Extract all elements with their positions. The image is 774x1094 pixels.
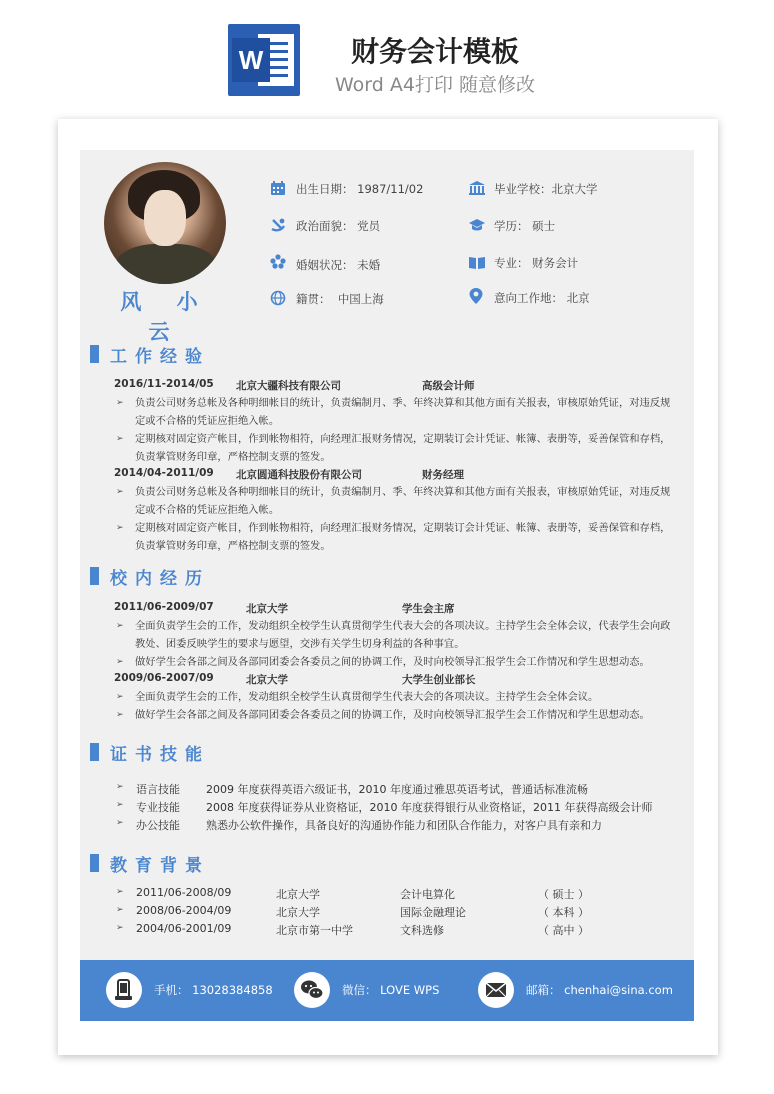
resume-panel: 风 小 云 出生日期： 1987/11/02 毕业学校：北京大学 政治面貌： 党员 学历： 硕士 婚姻状况： 未婚 专业： 财务会计 籍贯： 中国上海 意向工作地： 北京 工作经验 2016/11-2014/05 北京大疆科技有限公司 高级会计师 ➢ 负责公司财务总帐及各种明细帐目的统计，负责编制月、季、年终决算和其他方面有关报表，审核原始凭证，对违反规定或不合格的凭证应拒绝入帐。 ➢ 定期核对固定资产帐目，作到帐物相符，向经理汇报财务情况，定期装订会计凭证、帐簿、表册等，妥善保管和存档，负责掌管财务印章，严格控制支票的签发。 2014/04-2011/09 北京圆通科技股份有限公司 财务经理 ➢ 负责公司财务总帐及各种明细帐目的统计，负责编制月、季、年终决算和其他方面有关报表，审核原始凭证，对违反规定或不合格的凭证应拒绝入帐。 ➢ 定期核对固定资产帐目，作到帐物相符，向经理汇报财务情况，定期装订会计凭证、帐簿、表册等，妥善保管和存档，负责掌管财务印章，严格控制支票的签发。 校内经历 2011/06-2009/07 北京大学 学生会主席 ➢ 全面负责学生会的工作，发动组织全校学生认真贯彻学生代表大会的各项决议。主持学生会全体会议，代表学生会向政教处、团委反映学生的要求与愿望，交涉有关学生切身利益的各种事宜。 ➢ 做好学生会各部之间及各部同团委会各委员之间的协调工作，及时向校领导汇报学生会工作情况和学生思想动态。 2009/06-2007/09 北京大学 大学生创业部长 ➢ 全面负责学生会的工作，发动组织全校学生认真贯彻学生代表大会的各项决议。主持学生会全体会议。 ➢ 做好学生会各部之间及各部同团委会各委员之间的协调工作，及时向校领导汇报学生会工作情况和学生思想动态。 证书技能 ➢ 语言技能 2009 年度获得英语六级证书，2010 年度通过雅思英语考试，普通话标准流畅 ➢ 专业技能 2008 年度获得证券从业资格证，2010 年度获得银行从业资格证，2011 年获得高级会计师 ➢ 办公技能 熟悉办公软件操作，具备良好的沟通协作能力和团队合作能力，对客户具有亲和力 教育背景 ➢ 2011/06-2008/09 北京大学 会计电算化 （ 硕士 ） ➢ 2008/06-2004/09 北京大学 国际金融理论 （ 本科 ） ➢ 2004/06-2001/09 北京市第一中学 文科选修 （ 高中 ） 手机： 13028384858 微信： LOVE WPS 邮箱： chenhai@sina.com: [80, 150, 694, 1021]
table-row: ➢ 2004/06-2001/09 北京市第一中学 文科选修 （ 高中 ）: [116, 922, 589, 937]
info-work-location: 意向工作地： 北京: [468, 287, 590, 306]
section-certificates-skills: 证书技能: [90, 740, 390, 764]
list-item: ➢ 全面负责学生会的工作，发动组织全校学生认真贯彻学生代表大会的各项决议。主持学生会全体会议。: [116, 691, 599, 703]
party-icon: [270, 217, 288, 233]
info-marital: 婚姻状况： 未婚: [270, 254, 380, 273]
resume-paper: [58, 119, 718, 1055]
table-row: ➢ 办公技能 熟悉办公软件操作，具备良好的沟通协作能力和团队合作能力，对客户具有亲和力: [116, 818, 602, 832]
calendar-icon: [270, 180, 288, 196]
page-header: [0, 0, 774, 105]
envelope-icon: [478, 972, 514, 1008]
section-work-experience: 工作经验: [90, 342, 390, 366]
table-row: ➢ 2011/06-2008/09 北京大学 会计电算化 （ 硕士 ）: [116, 886, 589, 901]
info-origin: 籍贯： 中国上海: [270, 290, 384, 307]
section-campus-experience: 校内经历: [90, 564, 390, 588]
word-letter: W: [232, 38, 270, 82]
wechat-icon: [294, 972, 330, 1008]
globe-icon: [270, 290, 288, 306]
list-item: ➢ 定期核对固定资产帐目，作到帐物相符，向经理汇报财务情况，定期装订会计凭证、帐簿、表册等，妥善保管和存档，负责掌管财务印章，严格控制支票的签发。: [116, 522, 671, 552]
list-item: ➢ 定期核对固定资产帐目，作到帐物相符，向经理汇报财务情况，定期装订会计凭证、帐簿、表册等，妥善保管和存档，负责掌管财务印章，严格控制支票的签发。: [116, 433, 671, 463]
list-item: ➢ 做好学生会各部之间及各部同团委会各委员之间的协调工作，及时向校领导汇报学生会工作情况和学生思想动态。: [116, 656, 650, 668]
list-item: ➢ 负责公司财务总帐及各种明细帐目的统计，负责编制月、季、年终决算和其他方面有关报表，审核原始凭证，对违反规定或不合格的凭证应拒绝入帐。: [116, 486, 671, 516]
graduation-cap-icon: [468, 217, 486, 233]
table-row: ➢ 2008/06-2004/09 北京大学 国际金融理论 （ 本科 ）: [116, 904, 589, 919]
book-icon: [468, 254, 486, 270]
info-school: 毕业学校：北京大学: [468, 180, 598, 197]
contact-bar: 手机： 13028384858 微信： LOVE WPS 邮箱： chenhai@sina.com: [80, 960, 694, 1021]
info-political: 政治面貌： 党员: [270, 217, 380, 234]
table-row: ➢ 专业技能 2008 年度获得证券从业资格证，2010 年度获得银行从业资格证，2011 年获得高级会计师: [116, 800, 653, 814]
page-subtitle: Word A4打印 随意修改: [334, 74, 535, 96]
info-birthdate: 出生日期： 1987/11/02: [270, 180, 423, 197]
flower-icon: [270, 254, 288, 270]
info-degree: 学历： 硕士: [468, 217, 555, 234]
section-education: 教育背景: [90, 851, 390, 875]
list-item: ➢ 负责公司财务总帐及各种明细帐目的统计，负责编制月、季、年终决算和其他方面有关报表，审核原始凭证，对违反规定或不合格的凭证应拒绝入帐。: [116, 397, 671, 427]
page-title: 财务会计模板: [350, 35, 519, 68]
info-major: 专业： 财务会计: [468, 254, 578, 271]
word-icon: [228, 24, 300, 96]
avatar: [104, 162, 226, 284]
list-item: ➢ 做好学生会各部之间及各部同团委会各委员之间的协调工作，及时向校领导汇报学生会工作情况和学生思想动态。: [116, 709, 650, 721]
list-item: ➢ 全面负责学生会的工作，发动组织全校学生认真贯彻学生代表大会的各项决议。主持学生会全体会议，代表学生会向政教处、团委反映学生的要求与愿望，交涉有关学生切身利益的各种事宜。: [116, 620, 671, 650]
table-row: ➢ 语言技能 2009 年度获得英语六级证书，2010 年度通过雅思英语考试，普通话标准流畅: [116, 782, 588, 796]
mobile-phone-icon: [106, 972, 142, 1008]
candidate-name: 风 小 云: [120, 290, 212, 344]
school-icon: [468, 180, 486, 196]
location-pin-icon: [468, 287, 486, 303]
